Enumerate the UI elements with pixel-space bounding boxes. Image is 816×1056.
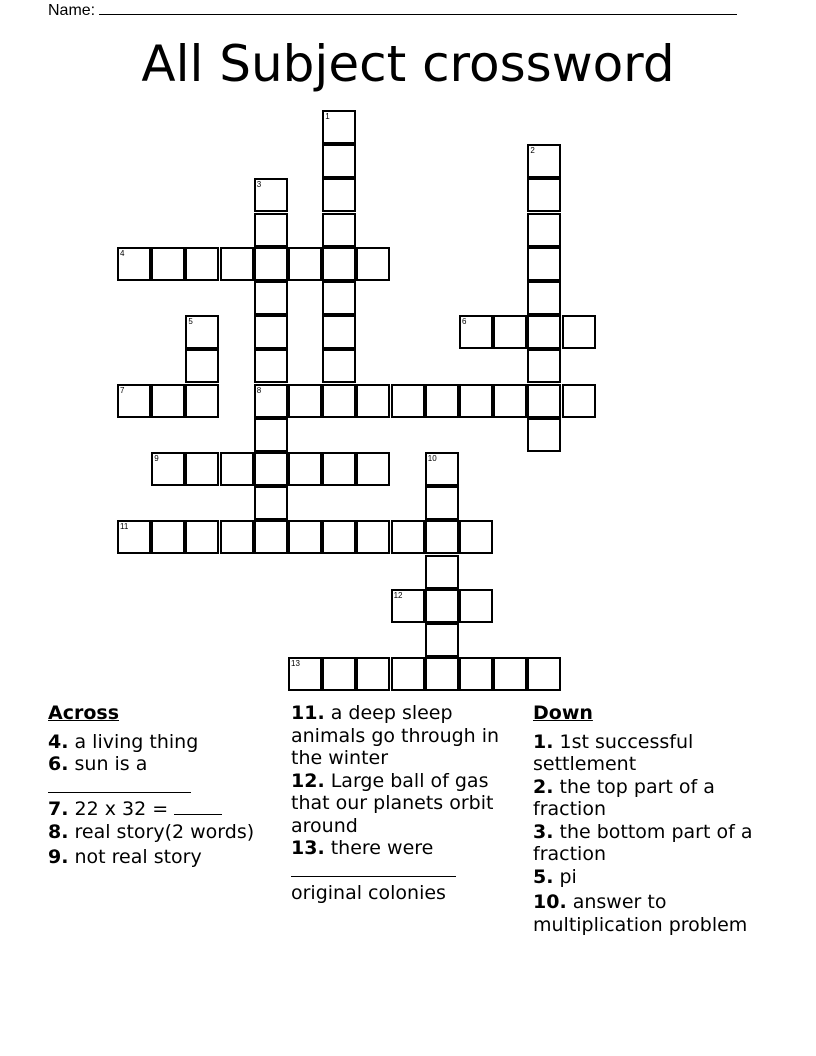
grid-cell[interactable] (425, 520, 459, 554)
grid-cell[interactable] (527, 657, 561, 691)
grid-cell[interactable] (562, 315, 596, 349)
grid-cell[interactable] (356, 247, 390, 281)
clue-number: 13 (291, 659, 300, 669)
grid-cell[interactable] (322, 657, 356, 691)
grid-cell[interactable] (254, 418, 288, 452)
grid-cell[interactable] (322, 281, 356, 315)
grid-cell[interactable] (117, 520, 151, 554)
grid-cell[interactable] (425, 384, 459, 418)
grid-cell[interactable] (254, 520, 288, 554)
grid-cell[interactable] (322, 520, 356, 554)
grid-cell[interactable] (459, 520, 493, 554)
grid-cell[interactable] (356, 657, 390, 691)
answer-blank (291, 860, 523, 883)
grid-cell[interactable] (425, 623, 459, 657)
clue-number: 10 (427, 454, 437, 463)
grid-cell[interactable] (425, 657, 459, 691)
clue-number: 4 (120, 248, 125, 258)
clue-across-13: 13. there were (291, 837, 434, 859)
grid-cell[interactable] (493, 384, 527, 418)
grid-cell[interactable] (185, 315, 219, 349)
clues-column-2 (291, 702, 523, 905)
grid-cell[interactable] (220, 452, 254, 486)
grid-cell[interactable] (493, 657, 527, 691)
grid-cell[interactable] (322, 315, 356, 349)
grid-cell[interactable] (220, 520, 254, 554)
grid-cell[interactable] (459, 657, 493, 691)
clue-across-8: 8. real story(2 words) (48, 820, 255, 843)
grid-cell[interactable] (459, 589, 493, 623)
grid-cell[interactable] (185, 247, 219, 281)
grid-cell[interactable] (288, 657, 322, 691)
grid-cell[interactable] (254, 315, 288, 349)
grid-cell[interactable] (185, 452, 219, 486)
clue-across-13-continued: original colonies (291, 882, 446, 904)
grid-cell[interactable] (527, 384, 561, 418)
grid-cell[interactable] (254, 384, 288, 418)
clue-across-4: 4. a living thing (48, 730, 199, 753)
grid-cell[interactable] (527, 349, 561, 383)
grid-cell[interactable] (425, 589, 459, 623)
grid-cell[interactable] (322, 213, 356, 247)
clue-across-6: 6. sun is a (48, 753, 148, 775)
grid-cell[interactable] (254, 452, 288, 486)
grid-cell[interactable] (322, 452, 356, 486)
clue-across-9: 9. not real story (48, 846, 202, 868)
grid-cell[interactable] (151, 384, 185, 418)
across-heading: Across (48, 702, 120, 724)
grid-cell[interactable] (254, 178, 288, 212)
clue-number: 3 (256, 180, 262, 190)
grid-cell[interactable] (185, 384, 219, 418)
grid-cell[interactable] (254, 349, 288, 383)
grid-cell[interactable] (322, 178, 356, 212)
grid-cell[interactable] (254, 247, 288, 281)
clue-down-1: 1. 1st successful settlement (533, 730, 694, 775)
grid-cell[interactable] (288, 520, 322, 554)
grid-cell[interactable] (356, 520, 390, 554)
grid-cell[interactable] (151, 452, 185, 486)
clues-column-3 (533, 702, 778, 936)
grid-cell[interactable] (254, 281, 288, 315)
grid-cell[interactable] (527, 178, 561, 212)
clue-number: 5 (188, 317, 193, 327)
grid-cell[interactable] (527, 144, 561, 178)
clue-across-7: 7. 22 x 32 = (48, 798, 283, 821)
clues-column-1 (48, 702, 283, 869)
clue-down-2: 2. the top part of a fraction (533, 775, 715, 820)
clue-down-3: 3. the bottom part of a fraction (533, 820, 753, 865)
clue-number: 11 (120, 522, 129, 532)
grid-cell[interactable] (527, 281, 561, 315)
grid-cell[interactable] (151, 247, 185, 281)
grid-cell[interactable] (322, 110, 356, 144)
clue-across-11: 11. a deep sleep animals go through in the winter (291, 702, 500, 769)
grid-cell[interactable] (185, 349, 219, 383)
grid-cell[interactable] (527, 418, 561, 452)
grid-cell[interactable] (425, 452, 459, 486)
clue-number: 1 (325, 112, 330, 121)
grid-cell[interactable] (117, 384, 151, 418)
grid-cell[interactable] (117, 247, 151, 281)
grid-cell[interactable] (493, 315, 527, 349)
grid-cell[interactable] (288, 452, 322, 486)
name-label: Name: (48, 2, 96, 19)
grid-cell[interactable] (527, 213, 561, 247)
grid-cell[interactable] (391, 384, 425, 418)
grid-cell[interactable] (356, 384, 390, 418)
grid-cell[interactable] (391, 589, 425, 623)
grid-cell[interactable] (459, 315, 493, 349)
grid-cell[interactable] (527, 247, 561, 281)
clue-number: 2 (530, 146, 535, 156)
clue-number: 6 (462, 317, 467, 327)
grid-cell[interactable] (288, 384, 322, 418)
clue-number: 7 (120, 385, 125, 395)
grid-cell[interactable] (425, 555, 459, 589)
grid-cell[interactable] (356, 452, 390, 486)
grid-cell[interactable] (151, 520, 185, 554)
clue-down-10: 10. answer to multiplication problem (533, 891, 748, 936)
clue-down-5: 5. pi (533, 865, 577, 888)
clue-number: 8 (256, 385, 262, 395)
grid-cell[interactable] (254, 486, 288, 520)
grid-cell[interactable] (425, 486, 459, 520)
page-title: All Subject crossword (141, 35, 675, 93)
grid-cell[interactable] (527, 315, 561, 349)
clue-number: 9 (154, 454, 159, 463)
answer-blank (48, 776, 283, 799)
down-heading: Down (533, 702, 593, 724)
grid-cell[interactable] (185, 520, 219, 554)
grid-cell[interactable] (391, 657, 425, 691)
grid-cell[interactable] (391, 520, 425, 554)
grid-cell[interactable] (322, 349, 356, 383)
grid-cell[interactable] (254, 213, 288, 247)
grid-cell[interactable] (322, 144, 356, 178)
grid-cell[interactable] (220, 247, 254, 281)
clue-across-12: 12. Large ball of gas that our planets orbit around (291, 769, 494, 837)
grid-cell[interactable] (288, 247, 322, 281)
grid-cell[interactable] (459, 384, 493, 418)
grid-cell[interactable] (562, 384, 596, 418)
clue-number: 12 (393, 590, 403, 600)
grid-cell[interactable] (322, 384, 356, 418)
grid-cell[interactable] (322, 247, 356, 281)
